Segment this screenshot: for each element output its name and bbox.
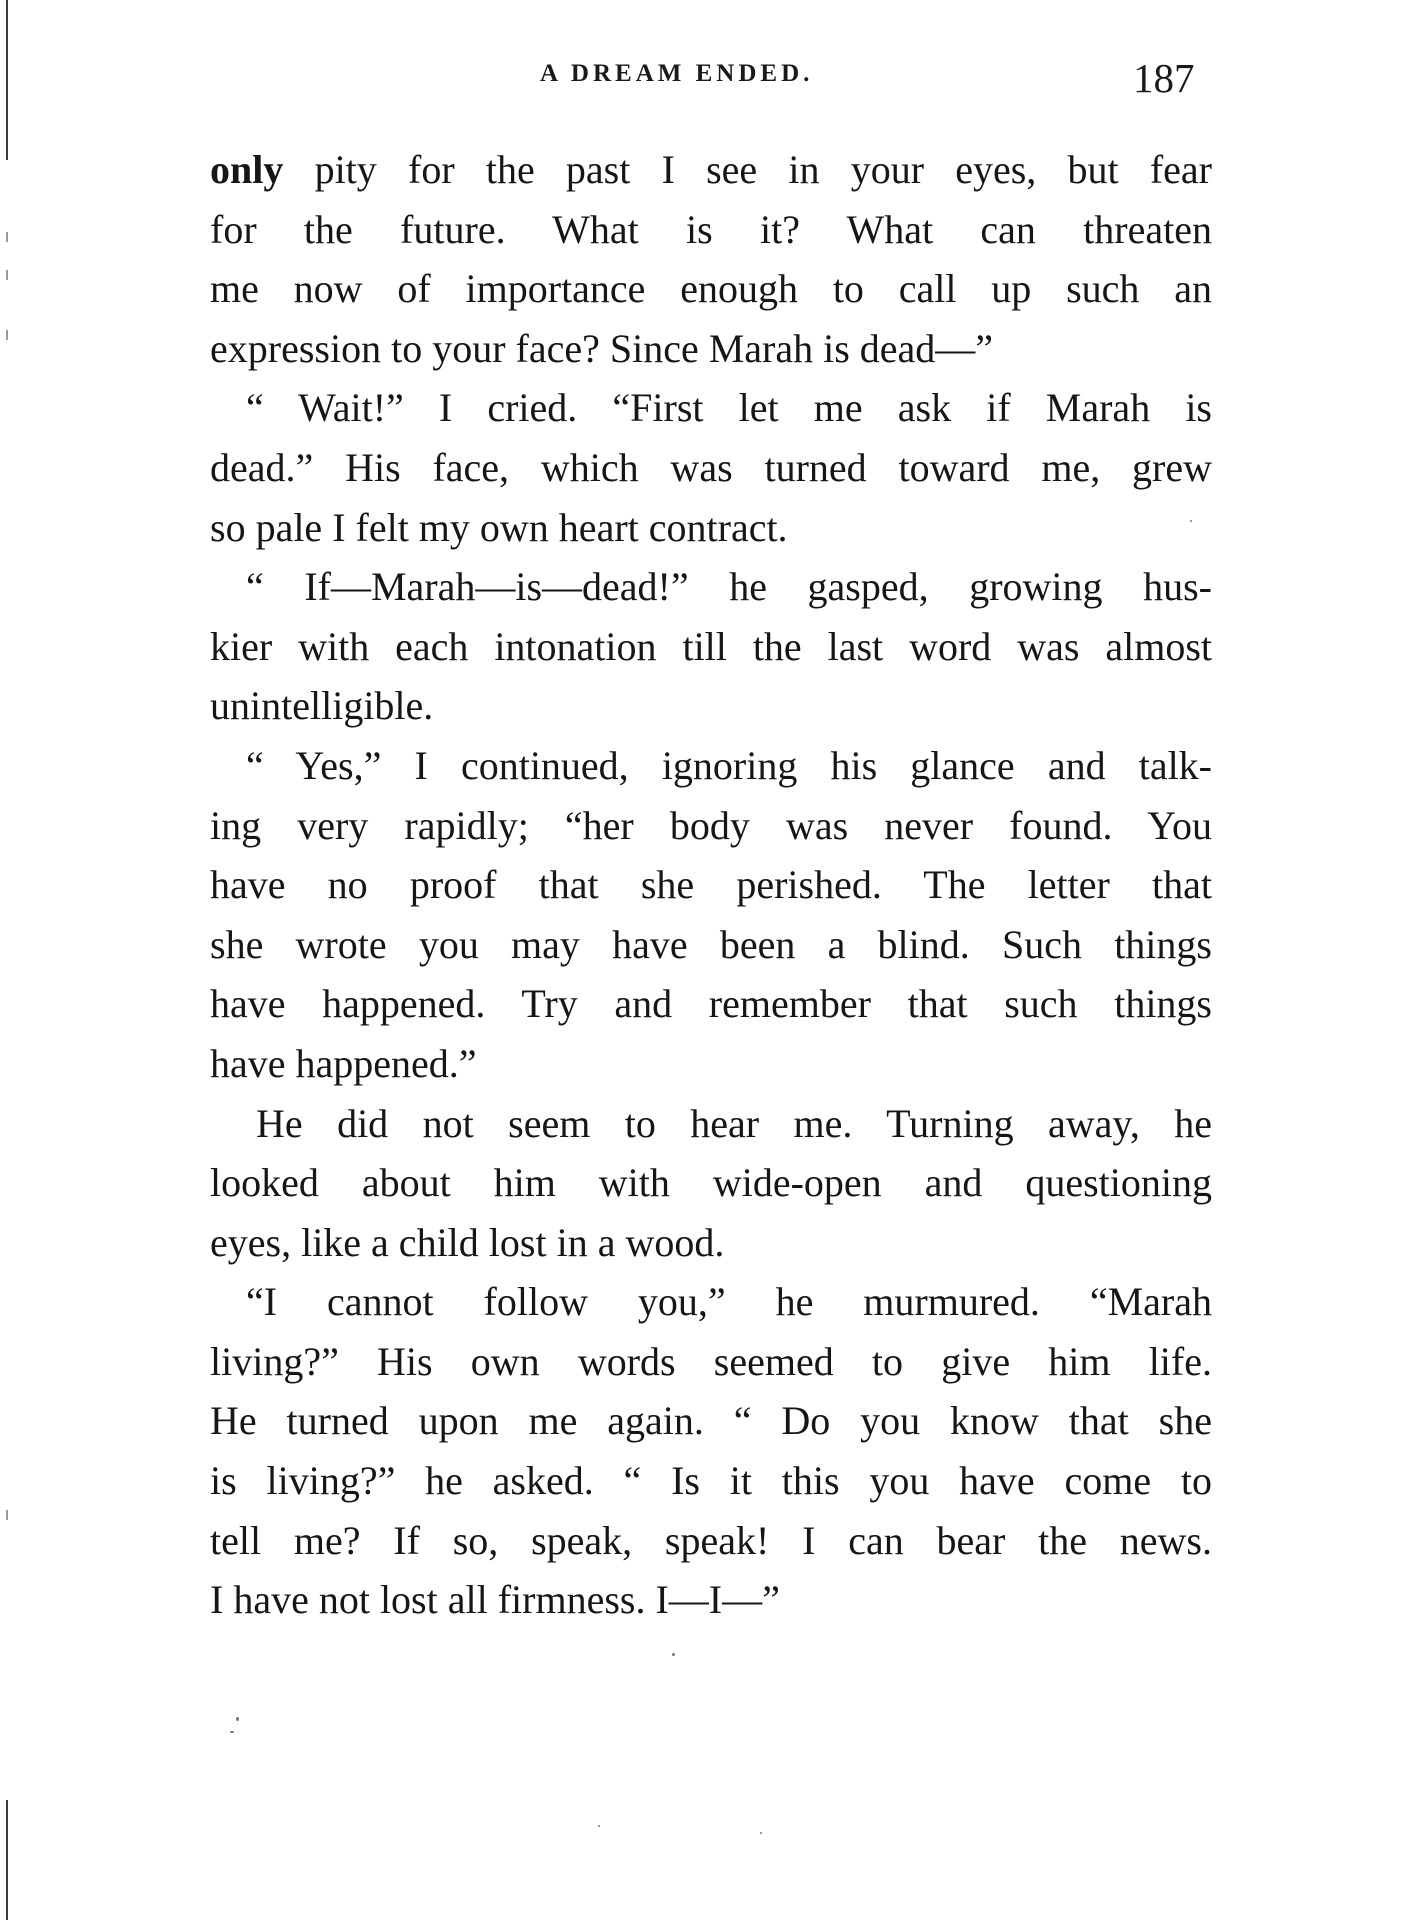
print-speck [236,1717,239,1721]
text-line [210,736,1212,796]
line-text: eyes, like a child lost in a wood. [210,1219,725,1265]
text-line [210,438,1212,498]
text-line [210,200,1212,260]
line-text: ing very rapidly; “her body was never found. You [210,802,1212,848]
print-speck [760,1832,762,1834]
binding-mark [6,270,8,280]
line-text: have no proof that she perished. The letter that [210,862,1212,908]
line-text: unintelligible. [210,683,434,729]
print-speck [672,1653,675,1656]
text-line [210,617,1212,677]
line-text: she wrote you may have been a blind. Such things [210,921,1212,967]
text-line [210,259,1212,319]
binding-edge-bottom [6,1800,8,1920]
body-text [210,140,1212,1630]
text-line [210,1391,1212,1451]
text-line [210,1213,1212,1273]
paragraph [210,736,1212,1094]
binding-mark [6,232,8,242]
text-line [210,557,1212,617]
line-text: “ Yes,” I continued, ignoring his glance and talk- [246,742,1212,788]
text-line [210,855,1212,915]
line-text: “ Wait!” I cried. “First let me ask if Marah is [246,385,1212,431]
text-line [210,1153,1212,1213]
line-text: “ If—Marah—is—dead!” he gasped, growing hus- [246,564,1212,610]
text-line [210,1034,1212,1094]
print-speck [598,1825,600,1827]
text-line [210,796,1212,856]
line-text: for the future. What is it? What can threaten [210,206,1212,252]
text-line [210,1332,1212,1392]
page-number: 187 [1133,55,1195,101]
text-line [210,319,1212,379]
text-line [210,1094,1212,1154]
binding-mark [6,1510,8,1520]
line-text: “I cannot follow you,” he murmured. “Marah [246,1279,1212,1325]
line-text: so pale I felt my own heart contract. [210,504,788,550]
running-head: A DREAM ENDED. [540,60,814,87]
line-text: living?” His own words seemed to give him life. [210,1338,1212,1384]
line-text: tell me? If so, speak, speak! I can bear the news. [210,1517,1212,1563]
text-line [210,140,1212,200]
line-text: have happened. Try and remember that such things [210,981,1212,1027]
page-header [0,55,1407,108]
line-text: pity for the past I see in your eyes, but fear [283,147,1212,192]
print-speck [230,1731,234,1733]
text-line [210,1451,1212,1511]
line-text: is living?” he asked. “ Is it this you have come to [210,1458,1212,1504]
binding-mark [6,330,8,340]
line-text: dead.” His face, which was turned toward me, grew [210,444,1212,490]
line-text: looked about him with wide-open and questioning [210,1160,1212,1206]
paragraph [210,1094,1212,1273]
text-line [210,974,1212,1034]
line-text: expression to your face? Since Marah is dead—” [210,325,994,371]
paragraph [210,1272,1212,1630]
line-text: He did not seem to hear me. Turning away, he [256,1100,1212,1146]
line-text: me now of importance enough to call up such an [210,266,1212,312]
print-speck [1190,520,1192,522]
paragraph [210,557,1212,736]
text-line [210,1511,1212,1571]
line-text: kier with each intonation till the last word was almost [210,623,1212,669]
line-text: He turned upon me again. “ Do you know that she [210,1398,1212,1444]
paragraph [210,378,1212,557]
text-line [210,1272,1212,1332]
text-line [210,498,1212,558]
paragraph [210,140,1212,378]
line-text: have happened.” [210,1040,477,1086]
text-line [210,1570,1212,1630]
text-line [210,915,1212,975]
lead-word: only [210,147,284,192]
text-line [210,676,1212,736]
text-line [210,378,1212,438]
line-text: I have not lost all firmness. I—I—” [210,1577,780,1623]
